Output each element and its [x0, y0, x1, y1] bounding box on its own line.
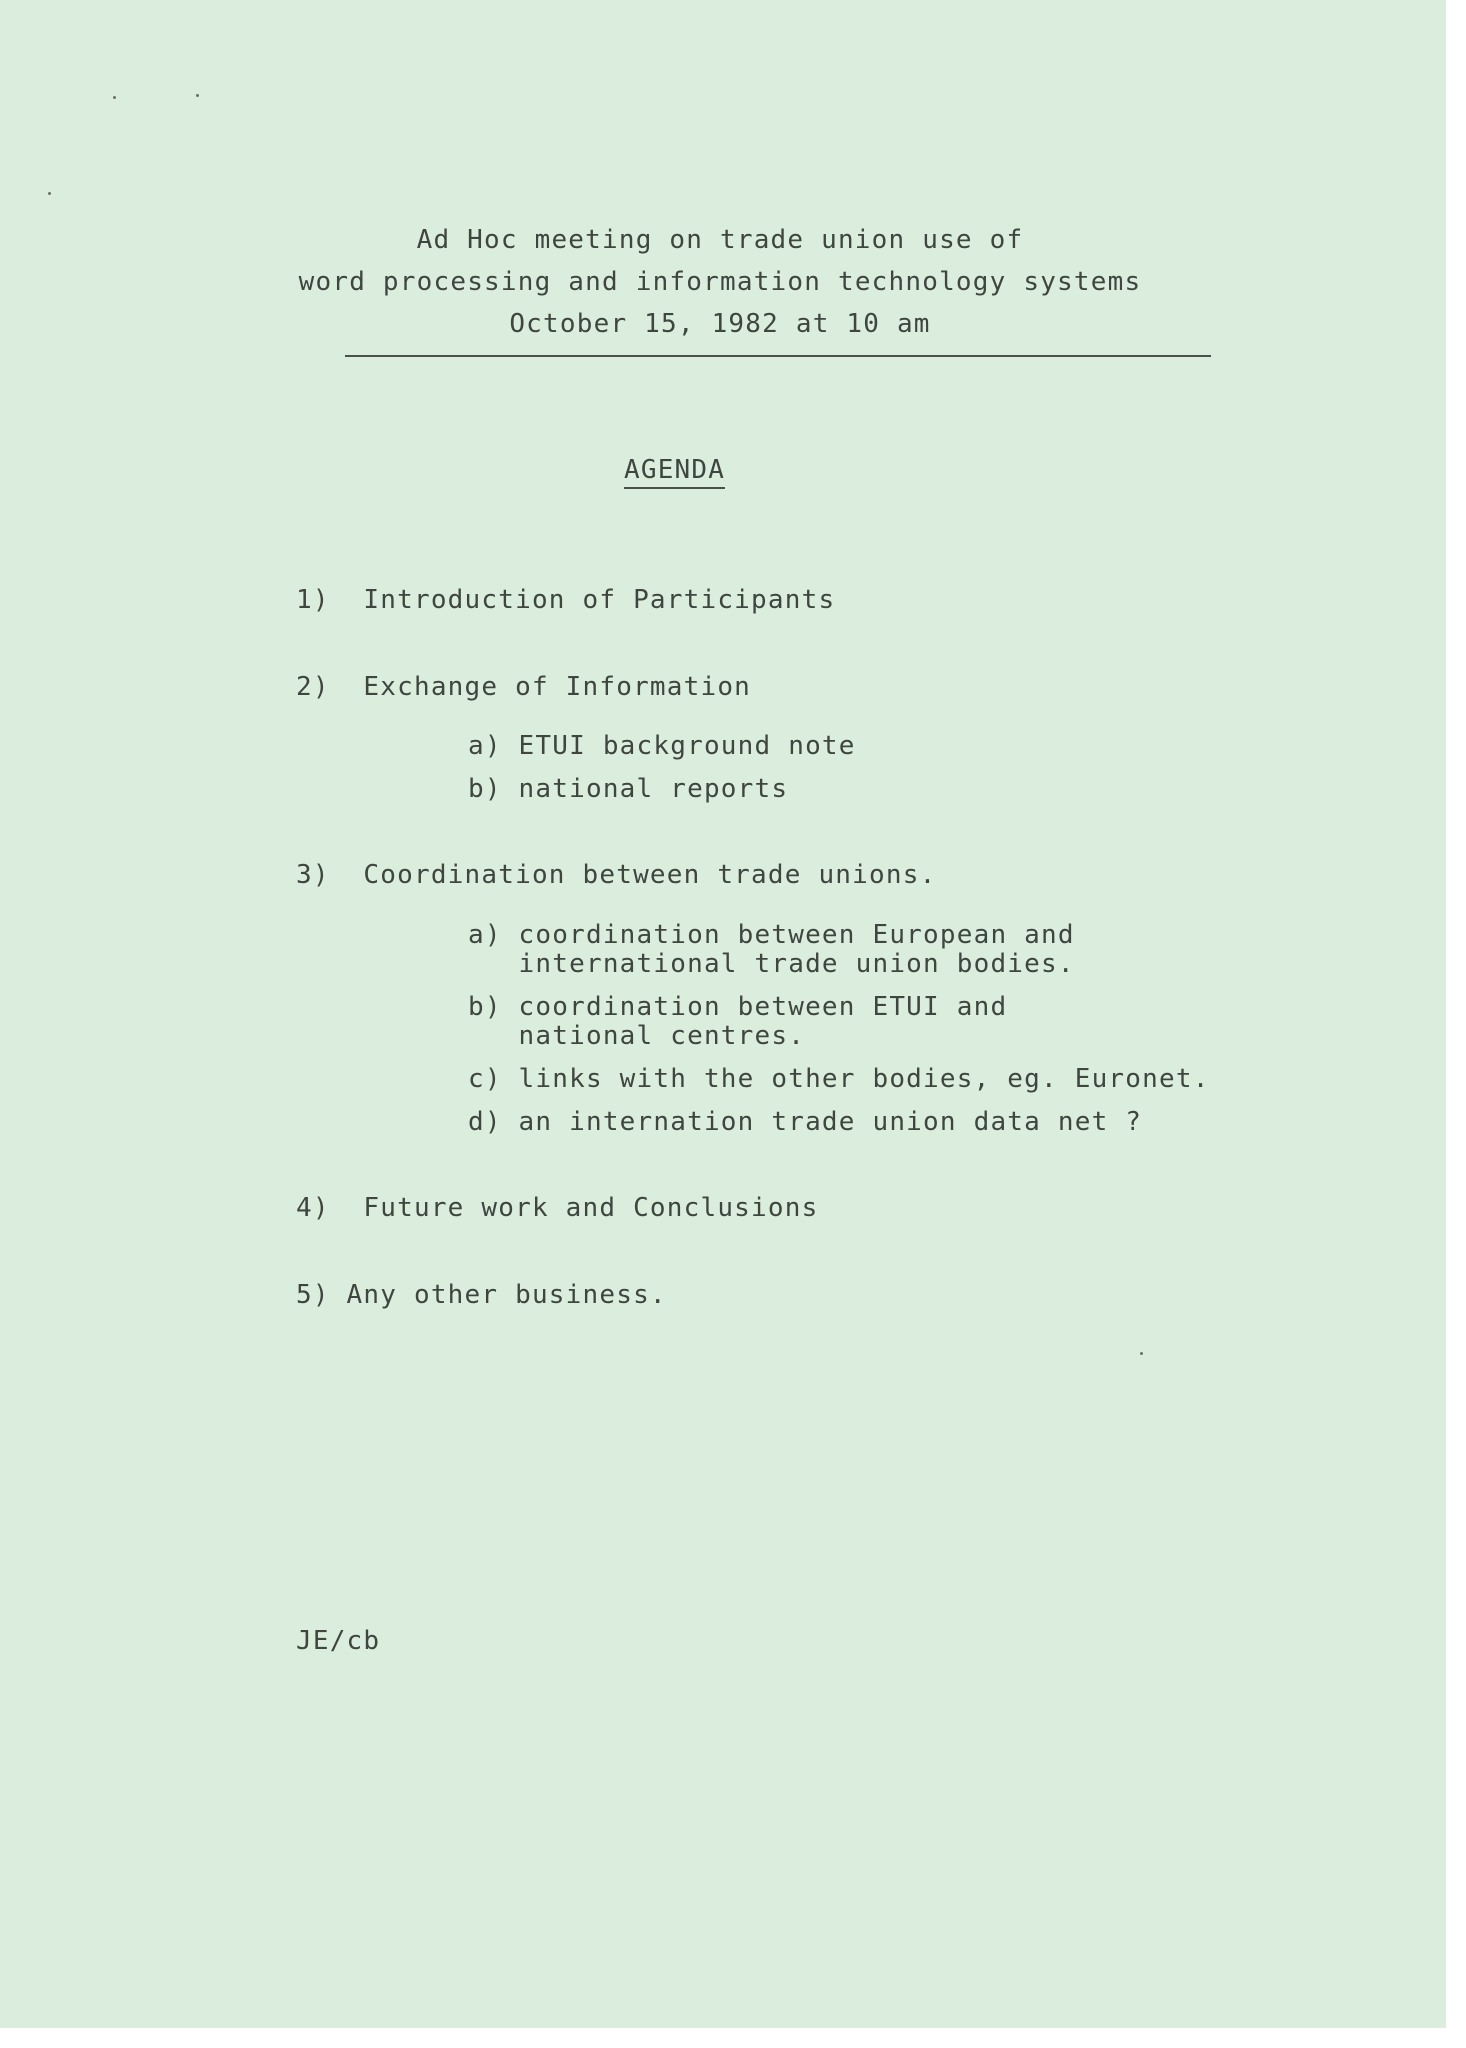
header-rule: [345, 355, 1211, 357]
footer-initials: JE/cb: [296, 1626, 381, 1656]
agenda-item-2: 2) Exchange of Information: [296, 672, 752, 702]
agenda-item-5: 5) Any other business.: [296, 1280, 667, 1310]
header-line-1: Ad Hoc meeting on trade union use of: [416, 225, 1024, 255]
agenda-title: AGENDA: [624, 455, 725, 489]
agenda-item-3c: c) links with the other bodies, eg. Euronet.: [468, 1064, 1210, 1094]
speck-mark: [1140, 1352, 1143, 1355]
agenda-item-2b: b) national reports: [468, 774, 789, 804]
agenda-item-3a-line1: a) coordination between European and: [468, 920, 1075, 950]
agenda-item-4: 4) Future work and Conclusions: [296, 1193, 819, 1223]
header-line-3: October 15, 1982 at 10 am: [509, 309, 931, 339]
header-line-2: word processing and information technology systems: [298, 267, 1142, 297]
agenda-item-3d: d) an internation trade union data net ?: [468, 1107, 1143, 1137]
speck-mark: [196, 94, 199, 97]
agenda-item-3a-line2: international trade union bodies.: [468, 949, 1075, 979]
agenda-item-3b-line1: b) coordination between ETUI and: [468, 992, 1008, 1022]
agenda-item-2a: a) ETUI background note: [468, 731, 856, 761]
speck-mark: [113, 96, 116, 99]
agenda-item-3b-line2: national centres.: [468, 1021, 806, 1051]
agenda-item-3: 3) Coordination between trade unions.: [296, 860, 937, 890]
agenda-item-1: 1) Introduction of Participants: [296, 585, 836, 615]
speck-mark: [48, 192, 51, 195]
